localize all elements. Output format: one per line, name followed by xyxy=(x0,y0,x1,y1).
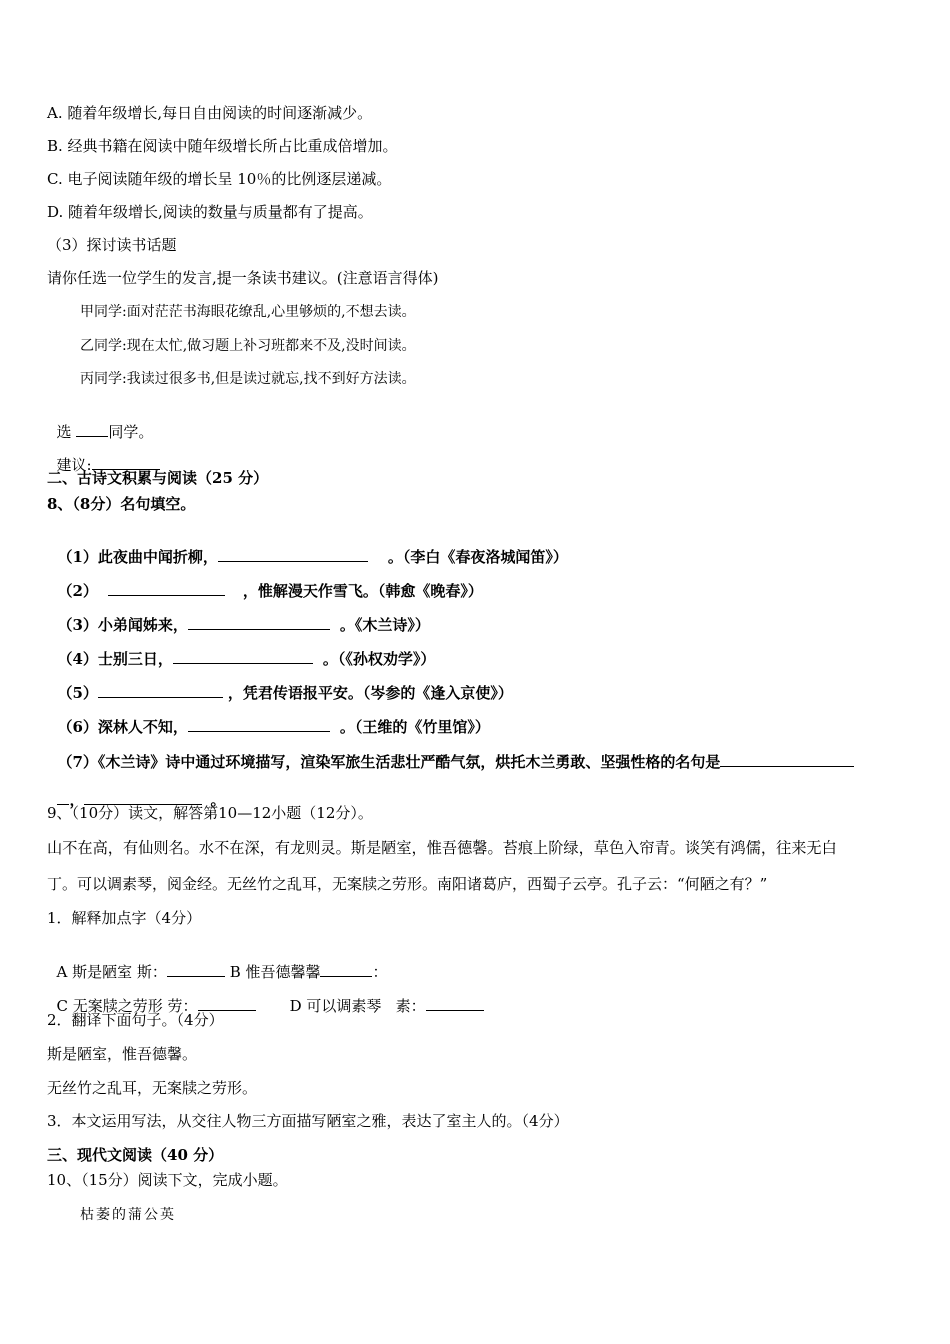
q9-1a-label: A 斯是陋室 斯： xyxy=(56,963,167,981)
option-b: B. 经典书籍在阅读中随年级增长所占比重成倍增加。 xyxy=(47,137,398,155)
q8-4-blank[interactable] xyxy=(173,649,313,664)
q9-1d-label: D 可以调素琴 素： xyxy=(289,997,426,1015)
q8-3-post: 。《木兰诗》） xyxy=(339,616,430,634)
q9-1c-blank[interactable] xyxy=(198,996,256,1011)
part3-heading: （3）探讨读书话题 xyxy=(47,236,177,254)
student-yi: 乙同学:现在太忙,做习题上补习班都来不及,没时间读。 xyxy=(80,338,416,354)
q9-1d-blank[interactable] xyxy=(426,996,484,1011)
q8-7 xyxy=(47,732,854,772)
q8-5-post: ，凭君传语报平安。（岑参的《逢入京使》） xyxy=(227,684,513,702)
q8-6 xyxy=(47,697,490,737)
q8-7-end: 。 xyxy=(210,791,226,809)
q8-5-pre: （5） xyxy=(57,684,98,702)
q8-1-pre: （1）此夜曲中闻折柳， xyxy=(57,548,218,566)
q8-1-blank[interactable] xyxy=(218,547,368,562)
advice-label: 建议: xyxy=(56,456,92,474)
q8-2-pre: （2） xyxy=(57,582,98,600)
passage-line-1: 山不在高，有仙则名。水不在深，有龙则灵。斯是陋室，惟吾德馨。苔痕上阶绿，草色入帘青。谈笑有鸿儒，往来无白 xyxy=(47,839,837,857)
q8-1-post: 。（李白《春夜洛城闻笛》） xyxy=(387,548,568,566)
q9-1a-blank[interactable] xyxy=(167,962,225,977)
q9-1b-end: ： xyxy=(372,963,388,981)
q8-6-pre: （6）深林人不知， xyxy=(57,718,188,736)
student-bing: 丙同学:我读过很多书,但是读过就忘,找不到好方法读。 xyxy=(80,371,416,387)
student-jia: 甲同学:面对茫茫书海眼花缭乱,心里够烦的,不想去读。 xyxy=(80,304,416,320)
q9-1: 1．解释加点字（4分） xyxy=(47,909,202,927)
q8-4-post: 。（《孙权劝学》） xyxy=(322,650,436,668)
q9-3: 3．本文运用写法，从交往人物三方面描写陋室之雅，表达了室主人的。（4分） xyxy=(47,1112,569,1130)
q8-6-post: 。（王维的《竹里馆》） xyxy=(339,718,490,736)
q8-3-blank[interactable] xyxy=(188,615,330,630)
q9-2: 2．翻译下面句子。（4分） xyxy=(47,1011,224,1029)
q10-title: 10、（15分）阅读下文，完成小题。 xyxy=(47,1171,288,1189)
q9-2b: 无丝竹之乱耳，无案牍之劳形。 xyxy=(47,1079,258,1097)
q9-1b-blank[interactable] xyxy=(320,962,372,977)
choose-pre: 选 xyxy=(56,423,77,441)
part3-prompt: 请你任选一位学生的发言,提一条读书建议。(注意语言得体) xyxy=(47,269,439,287)
q9-2a: 斯是陋室，惟吾德馨。 xyxy=(47,1045,198,1063)
q9-1b-label: B 惟吾德馨馨 xyxy=(224,963,321,981)
q8-7-blank-a[interactable] xyxy=(720,752,854,767)
q8-7-comma: ， xyxy=(69,791,85,809)
choose-post: 同学。 xyxy=(108,423,154,441)
q8-title: 8、（8分）名句填空。 xyxy=(47,495,196,513)
option-a: A. 随着年级增长,每日自由阅读的时间逐渐减少。 xyxy=(47,104,373,122)
q8-7-text: （7）《木兰诗》诗中通过环境描写，渲染军旅生活悲壮严酷气氛，烘托木兰勇敢、坚强性格的名句是 xyxy=(57,753,721,771)
q8-2-post: ，惟解漫天作雪飞。（韩愈《晚春》） xyxy=(242,582,483,600)
q8-4-pre: （4）士别三日， xyxy=(57,650,173,668)
q8-3-pre: （3）小弟闻姊来， xyxy=(57,616,188,634)
option-c: C. 电子阅读随年级的增长呈 10％的比例逐层递减。 xyxy=(47,170,392,188)
article-title: 枯萎的蒲公英 xyxy=(80,1207,176,1223)
section3-title: 三、现代文阅读（40 分） xyxy=(47,1146,224,1164)
q8-2-blank[interactable] xyxy=(108,581,225,596)
q8-5-blank[interactable] xyxy=(98,683,223,698)
q8-6-blank[interactable] xyxy=(188,717,330,732)
section2-title: 二、古诗文积累与阅读（25 分） xyxy=(47,469,269,487)
q9-title: 9、（10分）读文，解答第10—12小题（12分）。 xyxy=(47,804,373,822)
option-d: D. 随着年级增长,阅读的数量与质量都有了提高。 xyxy=(47,203,373,221)
passage-line-2: 丁。可以调素琴，阅金经。无丝竹之乱耳，无案牍之劳形。南阳诸葛庐，西蜀子云亭。孔子云：“何陋之有？” xyxy=(47,875,768,893)
q9-1c-label: C 无案牍之劳形 劳： xyxy=(56,997,198,1015)
